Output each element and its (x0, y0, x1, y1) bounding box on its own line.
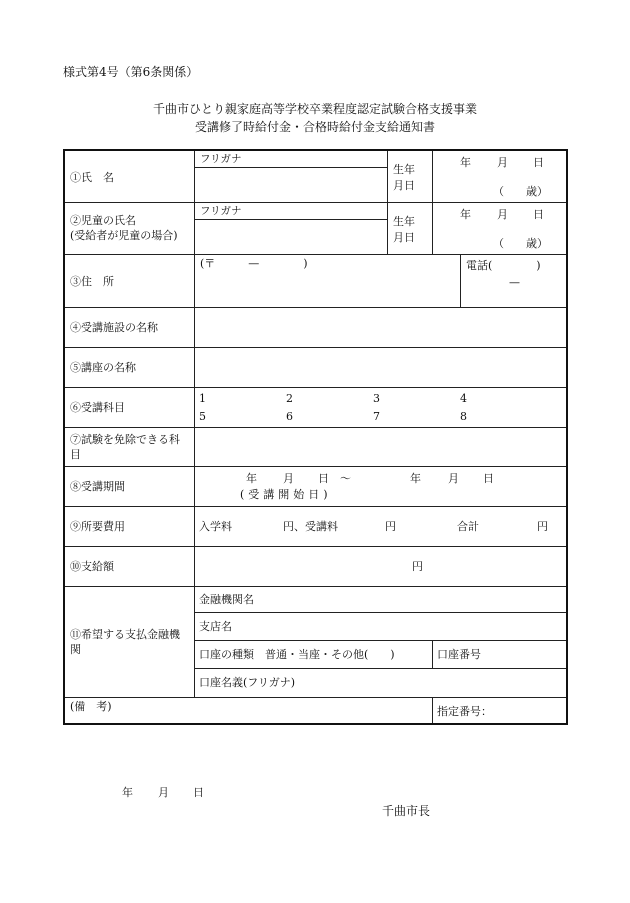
footer-date-day: 日 (193, 786, 204, 799)
facility-label: ④受講施設の名称 (70, 321, 158, 334)
subject-number: 3 (373, 392, 380, 405)
name-label: ①氏 名 (70, 171, 114, 184)
bank-name-label: 金融機関名 (199, 593, 254, 606)
course-label: ⑤講座の名称 (70, 361, 136, 374)
account-number-label: 口座番号 (437, 648, 481, 661)
child-dob-label-2: 月日 (393, 231, 415, 244)
child-dob-month: 月 (497, 208, 508, 221)
tuition-label: 円、受講料 (283, 520, 338, 533)
total-yen: 円 (537, 520, 548, 533)
subjects-label: ⑥受講科目 (70, 401, 125, 414)
title-line-1: 千曲市ひとり親家庭高等学校卒業程度認定試験合格支援事業 (152, 102, 477, 116)
child-dob-label-1: 生年 (393, 215, 415, 228)
name-dob-month: 月 (497, 156, 508, 169)
exempt-label-1: ⑦試験を免除できる科 (70, 433, 180, 446)
entrance-fee-label: 入学料 (199, 520, 232, 533)
name-dob-label-1: 生年 (393, 163, 415, 176)
postal-code: (〒 — ) (200, 257, 308, 270)
subject-number: 8 (460, 410, 467, 423)
designated-number-label: 指定番号： (437, 705, 492, 718)
phone-label: 電話( ) (466, 259, 541, 272)
period-start-year: 年 (246, 472, 257, 485)
form-number: 様式第4号（第6条関係） (63, 65, 199, 79)
issuer: 千曲市長 (382, 804, 431, 818)
amount-label: ⑩支給額 (70, 560, 114, 573)
child-dob-year: 年 (460, 208, 471, 221)
name-dob-day: 日 (533, 156, 544, 169)
total-label: 合計 (457, 520, 479, 533)
name-dob-label-2: 月日 (393, 179, 415, 192)
child-name-label-2: (受給者が児童の場合) (70, 229, 178, 242)
child-age: （ 歳） (493, 237, 548, 250)
period-end-year: 年 (410, 472, 421, 485)
amount-yen: 円 (412, 560, 423, 573)
title-line-2: 受講修了時給付金・合格時給付金支給通知書 (194, 120, 435, 134)
period-start-note: (受講開始日) (240, 488, 332, 501)
exempt-label-2: 目 (70, 448, 81, 461)
name-age: （ 歳） (493, 185, 548, 198)
account-holder-label: 口座名義(フリガナ) (199, 676, 296, 689)
child-dob-day: 日 (533, 208, 544, 221)
tuition-yen: 円 (385, 520, 396, 533)
period-start-month: 月 (283, 472, 294, 485)
period-end-day: 日 (483, 472, 494, 485)
subject-number: 7 (373, 410, 380, 423)
subject-number: 4 (460, 392, 467, 405)
name-furigana-label: フリガナ (200, 153, 242, 165)
bank-label-1: ⑪希望する支払金融機 (70, 628, 180, 641)
subject-number: 6 (286, 410, 293, 423)
subject-number: 1 (199, 392, 206, 405)
branch-label: 支店名 (199, 620, 232, 633)
period-end-month: 月 (448, 472, 459, 485)
child-name-label-1: ②児童の氏名 (70, 214, 136, 227)
period-start-day: 日 (318, 472, 329, 485)
subject-number: 2 (286, 392, 293, 405)
subject-number: 5 (199, 410, 206, 423)
bank-label-2: 関 (70, 643, 81, 656)
child-furigana-label: フリガナ (200, 205, 242, 217)
period-tilde: ～ (340, 472, 351, 485)
period-label: ⑧受講期間 (70, 480, 125, 493)
remarks-label: (備 考) (70, 700, 112, 713)
account-type-label: 口座の種類 普通・当座・その他( ) (199, 648, 395, 661)
phone-dash: — (509, 276, 520, 289)
notification-form (63, 149, 568, 725)
footer-date-month: 月 (158, 786, 169, 799)
footer-date-year: 年 (122, 786, 133, 799)
cost-label: ⑨所要費用 (70, 520, 125, 533)
address-label: ③住 所 (70, 275, 114, 288)
name-dob-year: 年 (460, 156, 471, 169)
